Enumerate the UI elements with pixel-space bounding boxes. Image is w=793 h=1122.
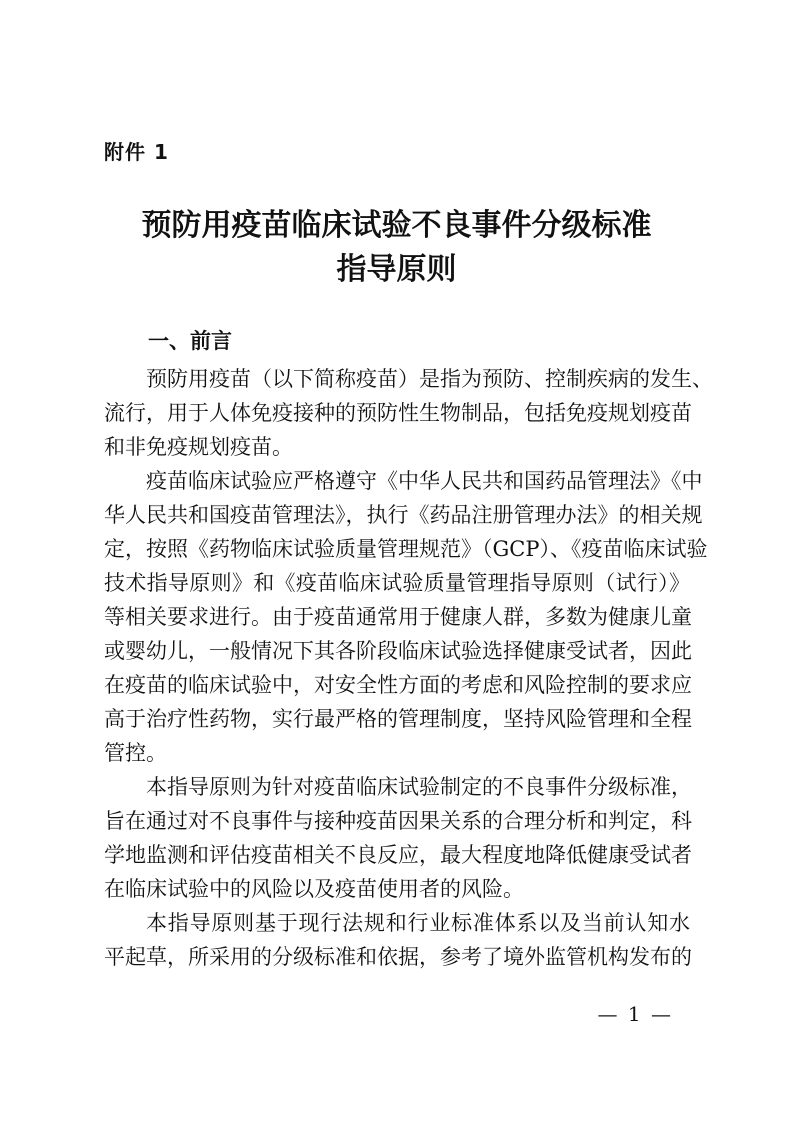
section-heading: 一、前言 bbox=[148, 329, 232, 353]
paragraph-1-line-2: 流行，用于人体免疫接种的预防性生物制品，包括免疫规划疫苗 bbox=[104, 401, 692, 425]
paragraph-3-line-4: 在临床试验中的风险以及疫苗使用者的风险。 bbox=[104, 877, 524, 901]
document-title-line-2: 指导原则 bbox=[336, 252, 457, 287]
paragraph-2-line-6: 或婴幼儿，一般情况下其各阶段临床试验选择健康受试者，因此 bbox=[104, 639, 692, 663]
paragraph-3-line-3: 学地监测和评估疫苗相关不良反应，最大程度地降低健康受试者 bbox=[104, 843, 692, 867]
paragraph-2-line-4: 技术指导原则》和《疫苗临床试验质量管理指导原则（试行）》 bbox=[104, 571, 690, 595]
paragraph-4-line-2: 平起草，所采用的分级标准和依据，参考了境外监管机构发布的 bbox=[104, 945, 692, 969]
paragraph-2-line-1: 疫苗临床试验应严格遵守《中华人民共和国药品管理法》《中 bbox=[146, 469, 703, 493]
document-title-line-1: 预防用疫苗临床试验不良事件分级标准 bbox=[141, 208, 652, 243]
paragraph-3-line-2: 旨在通过对不良事件与接种疫苗因果关系的合理分析和判定，科 bbox=[104, 809, 692, 833]
page-number: — 1 — bbox=[597, 1002, 673, 1026]
paragraph-2-line-3: 定，按照《药物临床试验质量管理规范》（GCP）、《疫苗临床试验 bbox=[104, 537, 708, 561]
paragraph-2-line-2: 华人民共和国疫苗管理法》，执行《药品注册管理办法》的相关规 bbox=[104, 503, 703, 527]
attachment-label: 附件 1 bbox=[104, 140, 169, 164]
paragraph-4-line-1: 本指导原则基于现行法规和行业标准体系以及当前认知水 bbox=[146, 911, 690, 935]
paragraph-1-line-1: 预防用疫苗（以下简称疫苗）是指为预防、控制疾病的发生、 bbox=[146, 367, 713, 391]
paragraph-2-line-7: 在疫苗的临床试验中，对安全性方面的考虑和风险控制的要求应 bbox=[104, 673, 692, 697]
paragraph-2-line-9: 管控。 bbox=[104, 741, 167, 765]
paragraph-1-line-3: 和非免疫规划疫苗。 bbox=[104, 435, 293, 459]
paragraph-2-line-5: 等相关要求进行。由于疫苗通常用于健康人群，多数为健康儿童 bbox=[104, 605, 692, 629]
paragraph-2-line-8: 高于治疗性药物，实行最严格的管理制度，坚持风险管理和全程 bbox=[104, 707, 692, 731]
paragraph-3-line-1: 本指导原则为针对疫苗临床试验制定的不良事件分级标准， bbox=[146, 775, 692, 799]
